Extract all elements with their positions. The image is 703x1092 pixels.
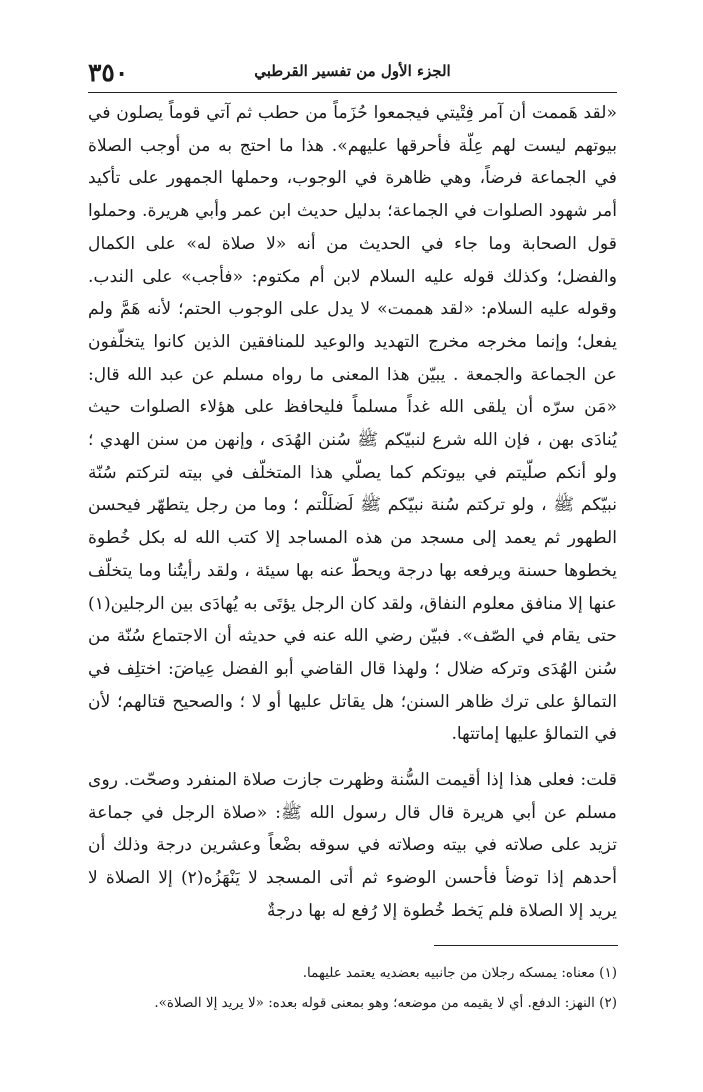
footnote-1: (١) معناه: يمسكه رجلان من جانبيه بعضديه يعتمد عليهما. [302, 965, 617, 981]
footnote-divider [434, 945, 618, 946]
footnote-2: (٢) النهز: الدفع. أي لا يقيمه من موضعه؛ وهو بمعنى قوله بعده: «لا يريد إلا الصلاة». [154, 995, 617, 1011]
page-number: ٣٥٠ [88, 58, 129, 87]
header-divider [88, 92, 617, 93]
page-header [88, 56, 617, 92]
main-text [88, 97, 617, 928]
footnotes [88, 958, 617, 1018]
running-title: الجزء الأول من تفسير القرطبي [254, 62, 451, 80]
paragraph-1: «لقد هَممت أن آمر فِتْيتي فيجمعوا حُزَماً من حطب ثم آتي قوماً يصلون في بيوتهم ليست لهم عِلّة فأحرقها عليهم». هذا ما احتج به من أوجب الصلاة في الجماعة فرضاً، وهي ظاهرة في الوجوب، وحملها الجمهور على تأكيد أمر شهود الصلوات في الجماعة؛ بدليل حديث ابن عمر وأبي هريرة. وحملوا قول الصحابة وما جاء في الحديث من أنه «لا صلاة له» على الكمال والفضل؛ وكذلك قوله عليه السلام لابن أم مكتوم: «فأجب» على الندب. وقوله عليه السلام: «لقد هممت» لا يدل على الوجوب الحتم؛ لأنه هَمَّ ولم يفعل؛ وإنما مخرجه مخرج التهديد والوعيد للمنافقين الذين كانوا يتخلّفون عن الجماعة والجمعة . يبيّن هذا المعنى ما رواه مسلم عن عبد الله قال: «مَن سرّه أن يلقى الله غداً مسلماً فليحافظ على هؤلاء الصلوات حيث يُنادَى بهن ، فإن الله شرع لنبيّكم ﷺ سُنن الهُدَى ، وإنهن من سنن الهدي ؛ ولو أنكم صلّيتم في بيوتكم كما يصلّي هذا المتخلّف في بيته لتركتم سُنّة نبيّكم ﷺ ، ولو تركتم سُنة نبيّكم ﷺ لَضلَلْتم ؛ وما من رجل يتطهّر فيحسن الطهور ثم يعمد إلى مسجد من هذه المساجد إلا كتب الله له بكل خُطوة يخطوها حسنة ويرفعه بها درجة ويحطّ عنه بها سيئة ، ولقد رأيتُنا وما يتخلّف عنها إلا منافق معلوم النفاق، ولقد كان الرجل يؤتَى به يُهادَى بين الرجلين(١) حتى يقام في الصّف». فبيّن رضي الله عنه في حديثه أن الاجتماع سُنّة من سُنن الهُدَى وتركه ضلال ؛ ولهذا قال القاضي أبو الفضل عِياضَ: اختلِف في التمالؤ على ترك ظاهر السنن؛ هل يقاتل عليها أو لا ؛ والصحيح قتالهم؛ لأن في التمالؤ عليها إماتتها. [88, 103, 617, 745]
paragraph-2: قلت: فعلى هذا إذا أقيمت السُّنة وظهرت جازت صلاة المنفرد وصحّت. روى مسلم عن أبي هريرة قال قال رسول الله ﷺ: «صلاة الرجل في جماعة تزيد على صلاته في بيته وصلاته في سوقه بضْعاً وعشرين درجة وذلك أن أحدهم إذا توضأ فأحسن الوضوء ثم أتى المسجد لا يَنْهَزُه(٢) إلا الصلاة لا يريد إلا الصلاة فلم يَخط خُطوة إلا رُفع له بها درجةٌ [88, 770, 617, 921]
